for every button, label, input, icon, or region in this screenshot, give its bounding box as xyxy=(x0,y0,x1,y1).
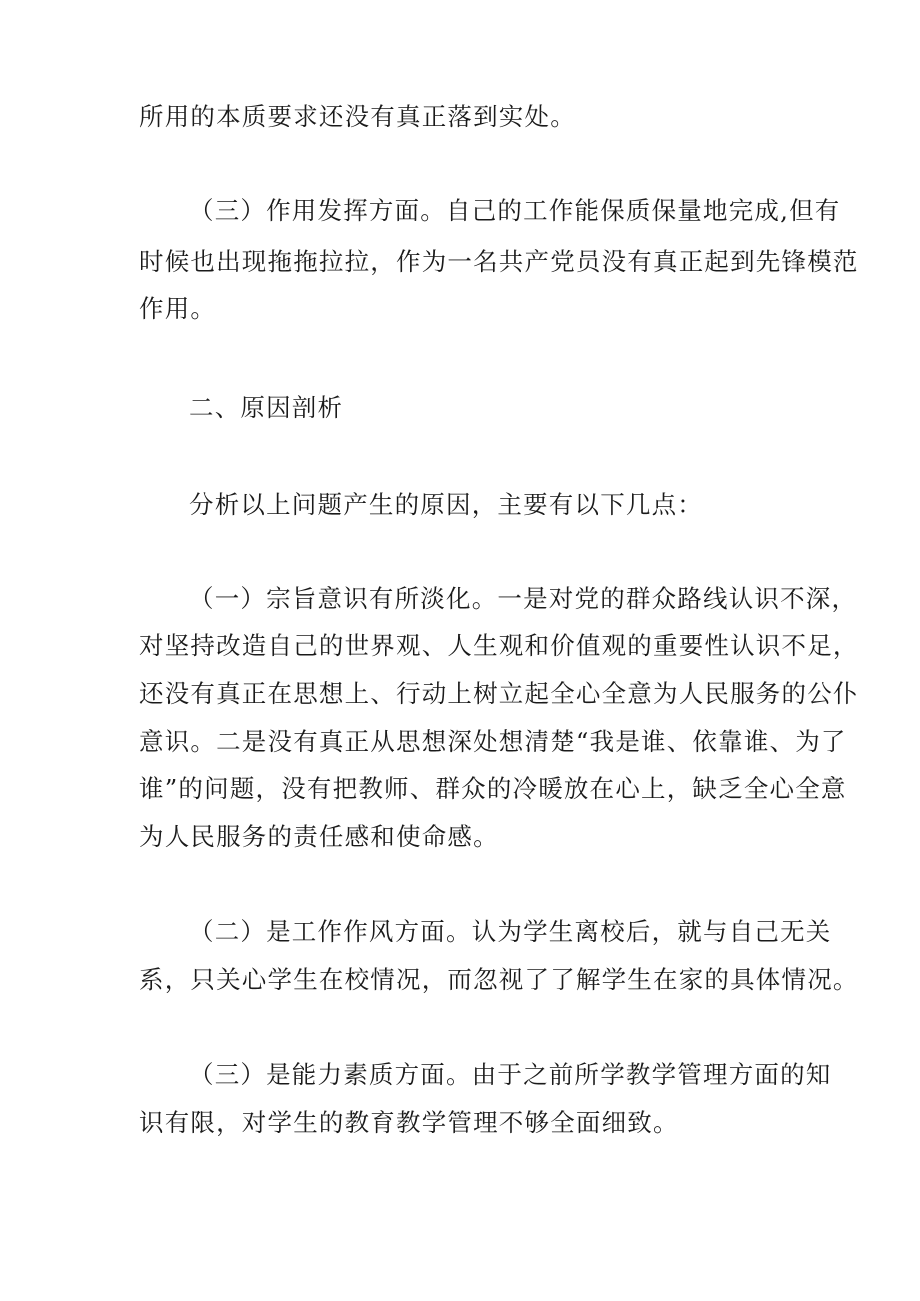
paragraph-line: 作用。 xyxy=(139,294,217,323)
paragraph-line: 识有限，对学生的教育教学管理不够全面细致。 xyxy=(139,1108,679,1137)
paragraph-line: 所用的本质要求还没有真正落到实处。 xyxy=(139,102,576,131)
section-heading: 二、原因剖析 xyxy=(189,393,344,422)
paragraph-line: （三）是能力素质方面。由于之前所学教学管理方面的知 xyxy=(189,1060,832,1089)
paragraph-line: 分析以上问题产生的原因，主要有以下几点： xyxy=(189,490,703,519)
paragraph-line: 意识。二是没有真正从思想深处想清楚“我是谁、依靠谁、为了 xyxy=(139,727,847,756)
paragraph-line: （二）是工作作风方面。认为学生离校后，就与自己无关 xyxy=(189,917,832,946)
paragraph-line: 还没有真正在思想上、行动上树立起全心全意为人民服务的公仆 xyxy=(139,679,859,708)
paragraph-line: （一）宗旨意识有所淡化。一是对党的群众路线认识不深， xyxy=(189,584,858,613)
paragraph-line: 对坚持改造自己的世界观、人生观和价值观的重要性认识不足， xyxy=(139,631,859,660)
paragraph-line: （三）作用发挥方面。自己的工作能保质保量地完成,但有 xyxy=(189,196,841,225)
paragraph-line: 为人民服务的责任感和使命感。 xyxy=(139,822,499,851)
paragraph-line: 时候也出现拖拖拉拉，作为一名共产党员没有真正起到先锋模范 xyxy=(139,247,859,276)
paragraph-line: 谁”的问题，没有把教师、群众的冷暖放在心上，缺乏全心全意 xyxy=(139,774,847,803)
paragraph-line: 系，只关心学生在校情况，而忽视了了解学生在家的具体情况。 xyxy=(139,965,859,994)
